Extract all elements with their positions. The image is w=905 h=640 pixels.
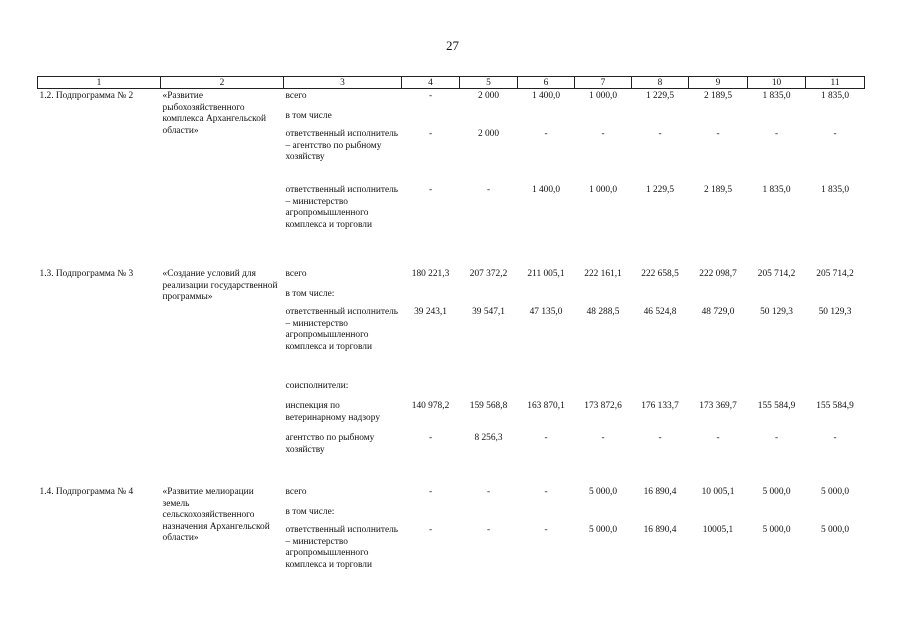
value-cell: - xyxy=(428,91,433,101)
value-cell: - xyxy=(601,433,605,443)
value-cell: 48 288,5 xyxy=(586,307,620,317)
row-label: в том числе: xyxy=(285,507,335,517)
gap-cell xyxy=(38,255,865,267)
value-cell: 50 129,3 xyxy=(818,307,852,317)
value-cell xyxy=(806,505,865,523)
value-cell: - xyxy=(428,433,433,443)
header-cell: 11 xyxy=(806,77,865,89)
value-cell xyxy=(460,287,518,305)
value-cell: - xyxy=(544,487,548,497)
page-number: 27 xyxy=(446,38,459,53)
header-cell: 5 xyxy=(460,77,518,89)
value-cell: 47 135,0 xyxy=(529,307,563,317)
value-cell: 1 229,5 xyxy=(645,91,675,101)
subprogram-name: «Создание условий для реализации государственной программы» xyxy=(162,269,278,303)
value-cell: 163 870,1 xyxy=(527,401,565,411)
row-label: агентство по рыбному хозяйству xyxy=(285,433,375,455)
value-cell: 1 835,0 xyxy=(820,185,850,195)
row-label: ответственный исполнитель – министерство агропромышленного комплекса и торговли xyxy=(285,307,399,352)
value-cell xyxy=(632,379,689,399)
value-cell: 2 189,5 xyxy=(703,185,733,195)
header-cell: 8 xyxy=(632,77,689,89)
value-cell: 1 000,0 xyxy=(588,91,618,101)
value-cell: - xyxy=(544,433,548,443)
value-cell: 5 000,0 xyxy=(588,525,618,535)
value-cell: 1 835,0 xyxy=(820,91,850,101)
row-label: инспекция по ветеринарному надзору xyxy=(285,401,381,423)
value-cell: - xyxy=(486,487,491,497)
value-cell xyxy=(460,505,518,523)
header-cell: 3 xyxy=(284,77,402,89)
value-cell: - xyxy=(774,433,779,443)
value-cell: 5 000,0 xyxy=(820,525,850,535)
value-cell: 39 243,1 xyxy=(414,307,447,317)
value-cell xyxy=(748,379,806,399)
value-cell: - xyxy=(486,185,491,195)
value-cell xyxy=(518,109,575,127)
row-label: всего xyxy=(285,91,307,101)
value-cell xyxy=(689,505,748,523)
value-cell: 155 584,9 xyxy=(816,401,854,411)
section-gap xyxy=(38,255,865,267)
header-row xyxy=(38,77,865,89)
value-cell: 1 000,0 xyxy=(588,185,618,195)
value-cell: 180 221,3 xyxy=(411,269,450,279)
value-cell: - xyxy=(658,129,662,139)
value-cell: 173 369,7 xyxy=(699,401,737,411)
value-cell xyxy=(806,109,865,127)
value-cell: 16 890,4 xyxy=(643,487,677,497)
value-cell: 2 189,5 xyxy=(703,91,733,101)
value-cell: 5 000,0 xyxy=(820,487,850,497)
value-cell: 211 005,1 xyxy=(527,269,565,279)
row-label: ответственный исполнитель – министерство агропромышленного комплекса и торговли xyxy=(285,185,399,230)
value-cell: 5 000,0 xyxy=(762,487,791,497)
value-cell xyxy=(575,287,632,305)
value-cell: 8 256,3 xyxy=(474,433,503,443)
value-cell xyxy=(632,505,689,523)
value-cell: - xyxy=(486,525,491,535)
value-cell xyxy=(748,287,806,305)
subprogram-code: 1.4. Подпрограмма № 4 xyxy=(39,487,134,497)
value-cell: 207 372,2 xyxy=(469,269,508,279)
value-cell: 1 400,0 xyxy=(531,185,561,195)
header-cell: 6 xyxy=(518,77,575,89)
value-cell xyxy=(689,109,748,127)
value-cell: - xyxy=(428,129,433,139)
row-label: всего xyxy=(285,487,307,497)
row-label: в том числе: xyxy=(285,289,335,299)
value-cell: - xyxy=(833,433,837,443)
value-cell: 2 000 xyxy=(477,91,500,101)
value-cell xyxy=(460,109,518,127)
value-cell xyxy=(460,379,518,399)
value-cell: - xyxy=(428,487,433,497)
value-cell: 222 161,1 xyxy=(584,269,622,279)
value-cell: 16 890,4 xyxy=(643,525,677,535)
subprogram-code: 1.3. Подпрограмма № 3 xyxy=(39,269,134,279)
value-cell xyxy=(575,109,632,127)
value-cell: 159 568,8 xyxy=(469,401,508,411)
header-cell: 7 xyxy=(575,77,632,89)
value-cell: - xyxy=(716,433,720,443)
value-cell xyxy=(689,287,748,305)
table-row xyxy=(38,89,865,110)
value-cell: - xyxy=(544,525,548,535)
value-cell xyxy=(402,379,460,399)
row-label: соисполнители: xyxy=(285,381,349,391)
value-cell: 5 000,0 xyxy=(588,487,618,497)
value-cell xyxy=(632,287,689,305)
table-row xyxy=(38,485,865,505)
value-cell: 140 978,2 xyxy=(411,401,450,411)
value-cell: - xyxy=(428,525,433,535)
value-cell: 10005,1 xyxy=(702,525,734,535)
value-cell xyxy=(402,505,460,523)
value-cell xyxy=(575,505,632,523)
value-cell: - xyxy=(544,129,548,139)
value-cell: - xyxy=(428,185,433,195)
value-cell xyxy=(806,379,865,399)
budget-table xyxy=(37,76,865,585)
value-cell: 222 098,7 xyxy=(699,269,737,279)
value-cell xyxy=(518,505,575,523)
value-cell xyxy=(748,109,806,127)
value-cell: 1 400,0 xyxy=(531,91,561,101)
header-cell: 4 xyxy=(402,77,460,89)
table-row xyxy=(38,267,865,287)
value-cell xyxy=(632,109,689,127)
value-cell: 10 005,1 xyxy=(701,487,735,497)
value-cell xyxy=(518,379,575,399)
value-cell: 1 229,5 xyxy=(645,185,675,195)
value-cell: 1 835,0 xyxy=(762,91,791,101)
subprogram-name: «Развитие рыбохозяйственного комплекса Архангельской области» xyxy=(162,91,266,136)
section-gap xyxy=(38,473,865,485)
value-cell xyxy=(518,287,575,305)
value-cell xyxy=(402,109,460,127)
value-cell xyxy=(748,505,806,523)
value-cell: 173 872,6 xyxy=(584,401,622,411)
value-cell: 39 547,1 xyxy=(472,307,505,317)
value-cell xyxy=(402,287,460,305)
header-cell: 10 xyxy=(748,77,806,89)
header-cell: 2 xyxy=(161,77,284,89)
value-cell xyxy=(806,287,865,305)
value-cell: 1 835,0 xyxy=(762,185,791,195)
subprogram-name: «Развитие мелиорации земель сельскохозяйственного назначения Архангельской области» xyxy=(162,487,270,544)
value-cell: 48 729,0 xyxy=(701,307,735,317)
header-cell: 1 xyxy=(38,77,161,89)
value-cell: - xyxy=(774,129,779,139)
value-cell xyxy=(689,379,748,399)
value-cell: 5 000,0 xyxy=(762,525,791,535)
value-cell: - xyxy=(716,129,720,139)
value-cell: 2 000 xyxy=(477,129,500,139)
value-cell: 176 133,7 xyxy=(641,401,679,411)
value-cell: 222 658,5 xyxy=(641,269,679,279)
header-cell: 9 xyxy=(689,77,748,89)
value-cell: 50 129,3 xyxy=(760,307,793,317)
value-cell: 205 714,2 xyxy=(757,269,796,279)
gap-cell xyxy=(38,473,865,485)
row-label: ответственный исполнитель – агентство по рыбному хозяйству xyxy=(285,129,399,163)
row-label: ответственный исполнитель – министерство агропромышленного комплекса и торговли xyxy=(285,525,399,570)
subprogram-code: 1.2. Подпрограмма № 2 xyxy=(39,91,134,101)
value-cell xyxy=(575,379,632,399)
value-cell: 205 714,2 xyxy=(816,269,854,279)
value-cell: 155 584,9 xyxy=(757,401,796,411)
value-cell: - xyxy=(601,129,605,139)
value-cell: - xyxy=(658,433,662,443)
row-label: в том числе xyxy=(285,111,332,121)
row-label: всего xyxy=(285,269,307,279)
value-cell: - xyxy=(833,129,837,139)
value-cell: 46 524,8 xyxy=(643,307,677,317)
